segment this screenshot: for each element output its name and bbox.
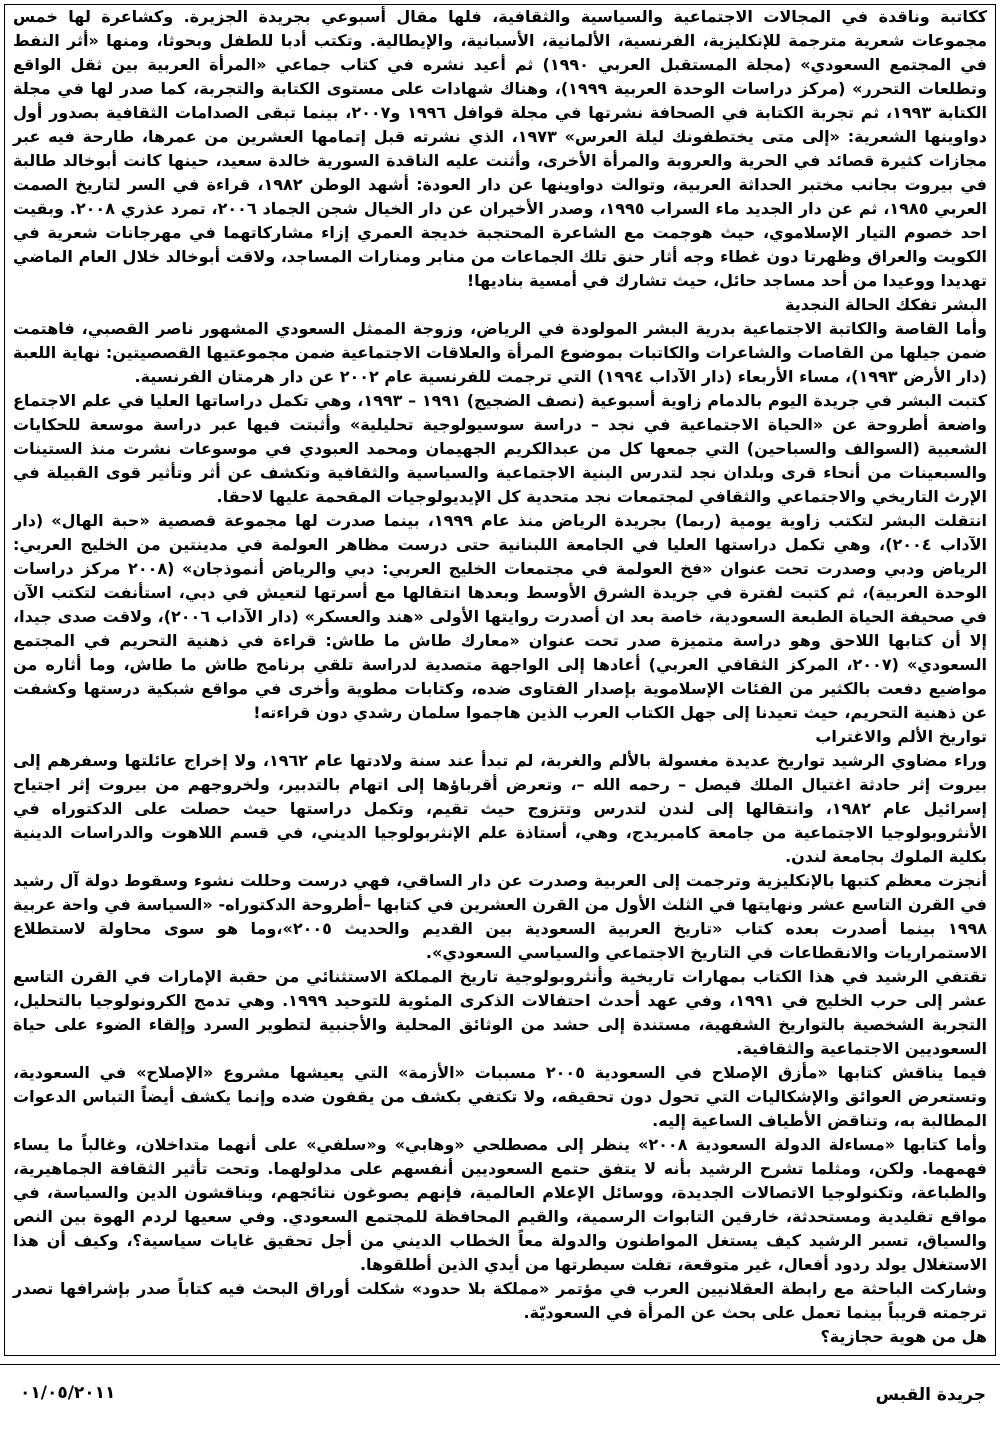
article-frame <box>4 4 996 1356</box>
article-body <box>13 5 987 1349</box>
article-paragraph: فيما يناقش كتابها «مأزق الإصلاح في السعودية ٢٠٠٥ مسببات «الأزمة» التي يعيشها مشروع «الإصلاح» في السعودية، وتستعرض العوائق والإشكاليات التي تحول دون تحقيقه، ولا تكتفي بكشف من يقفون ضده وإنما يكشف أيضاً التباس الدعوات المطالبة به، وتناقض الأطياف الساعية إليه. <box>13 1063 987 1130</box>
article-paragraph: وشاركت الباحثة مع رابطة العقلانيين العرب في مؤتمر «مملكة بلا حدود» شكلت أوراق البحث فيه كتاباً صدر بإشرافها تصدر ترجمته قريباً بينما تعمل على بحث عن المرأة في السعوديّة. <box>13 1279 987 1322</box>
article-paragraph: وأما القاصة والكاتبة الاجتماعية بدرية البشر المولودة في الرياض، وزوجة الممثل السعودي المشهور ناصر القصبي، فاهتمت ضمن جيلها من القاصات والشاعرات والكاتبات بموضوع المرأة والعلاقات الاجتماعية ضمن مجموعتيها القصصيتين: نهاية اللعبة (دار الأرض ١٩٩٣)، مساء الأربعاء (دار الآداب ١٩٩٤) التي ترجمت للفرنسية عام ٢٠٠٢ عن دار هرمتان الفرنسية. <box>13 319 987 386</box>
article-paragraph: تقتفي الرشيد في هذا الكتاب بمهارات تاريخية وأنثروبولوجية تاريخ المملكة الاستثنائي من حقبة الإمارات في القرن التاسع عشر إلى حرب الخليج في ١٩٩١، وفي عهد أحدث احتفالات الذكرى المئوية للتوحيد ١٩٩٩. وهي تدمج الكرونولوجيا بالتحليل، التجربة الشخصية بالتواريخ الشفهية، مستندة إلى حشد من الوثائق المحلية والأجنبية لتطوير السرد وإلقاء الضوء على حياة السعوديين الاجتماعية والثقافية. <box>13 967 988 1058</box>
article-paragraph: كتبت البشر في جريدة اليوم بالدمام زاوية أسبوعية (نصف الضجيج) ١٩٩١ – ١٩٩٣، وهي تكمل دراساتها العليا في علم الاجتماع واضعة أطروحة عن «الحياة الاجتماعية في نجد – دراسة سوسيولوجية تحليلية» وأثبتت فيها عبر دراسة موسعة للحكايات الشعبية (السوالف والسباحين) التي جمعها كل من عبدالكريم الجهيمان ومحمد العبودي في موسوعات نشرت منذ الستينات والسبعينات من أنحاء قرى وبلدان نجد لتدرس البنية الاجتماعية والسياسية والثقافية وتكشف عن أثر وتأثير قوى القبيلة في الإرث التاريخي والاجتماعي والثقافي لمجتمعات نجد متحدية كل الإيديولوجيات المقحمة عليها لاحقا. <box>13 391 987 506</box>
article-paragraph: انتقلت البشر لتكتب زاوية يومية (ربما) بجريدة الرياض منذ عام ١٩٩٩، بينما صدرت لها مجموعة قصصية «حبة الهال» (دار الآداب ٢٠٠٤)، وهي تكمل دراستها العليا في الجامعة اللبنانية حتى درست مظاهر العولمة في مدينتين من الخليج العربي: الرياض ودبي وصدرت تحت عنوان «فخ العولمة في مجتمعات الخليج العربي: دبي والرياض أنموذجان» (٢٠٠٨ مركز دراسات الوحدة العربية)، ثم كتبت لفترة في جريدة الشرق الأوسط وبعدها انتقالها مع أسرتها لتعيش في دبي، استأنفت لتكتب الآن في صحيفة الحياة الطبعة السعودية، خاصة بعد ان أصدرت روايتها الأولى «هند والعسكر» (دار الآداب ٢٠٠٦)، ولاقت صدى جيدا، إلا أن كتابها اللاحق وهو دراسة متميزة صدر تحت عنوان «معارك طاش ما طاش: قراءة في ذهنية التحريم في المجتمع السعودي» (٢٠٠٧، المركز الثقافي العربي) أعادها إلى الواجهة متصدية لدراسة تلقي برنامج طاش ما طاش، وما أثاره من مواضيع دفعت بالكثير من الفئات الإسلاموية بإصدار الفتاوى ضده، وكتابات مطوية وأخرى في مواقع شبكية درستها وكشفت عن ذهنية التحريم، حيث تعيدنا إلى جهل الكتاب العرب الذين هاجموا سلمان رشدي دون قراءته! <box>13 511 988 722</box>
article-paragraph: وأما كتابها «مساءلة الدولة السعودية ٢٠٠٨» ينظر إلى مصطلحي «وهابي» و«سلفي» على أنهما متداخلان، وغالباً ما يساء فهمهما. ولكن، ومثلما تشرح الرشيد بأنه لا يتفق حتمع السعوديين أنفسهم على مدلولهما. وتحت تأثير الثقافة الجماهيرية، والطباعة، وتكنولوجيا الاتصالات الجديدة، ووسائل الإعلام العالمية، فإنهم يصوغون نتائجهم، ويناقشون الدين والسياسة، في مواقع تقليدية ومستحدثة، خارقين التابوات الرسمية، والقيم المحافظة للمجتمع السعودي. وفي سعيها لردم الهوة بين النص والسياق، تسبر الرشيد كيف يستغل المواطنون والدولة معاً الخطاب الديني من أجل تحقيق غايات سياسية؟، وكيف أن هذا الاستغلال يولد ردود أفعال، غير متوقعة، تفلت سيطرتها من أيدي الذين أطلقوها. <box>13 1135 987 1274</box>
publication-date: ٠١/٠٥/٢٠١١ <box>20 1383 116 1403</box>
newspaper-source: جريدة القبس <box>875 1385 986 1405</box>
footer-divider <box>0 1364 1000 1365</box>
article-paragraph: هل من هوية حجازية؟ <box>820 1327 987 1346</box>
section-heading: البشر تفكك الحالة النجدية <box>785 295 987 314</box>
section-heading: تواريخ الألم والاغتراب <box>815 727 987 746</box>
article-paragraph: ككاتبة وناقدة في المجالات الاجتماعية والسياسية والثقافية، فلها مقال أسبوعي بجريدة الجزيرة. وكشاعرة لها خمس مجموعات شعرية مترجمة للإنكليزية، الفرنسية، الألمانية، الأسبانية، والإيطالية. وتكتب أدبا للطفل وبحوثا، ومنها «أثر النفط في المجتمع السعودي» (مجلة المستقبل العربي ١٩٩٠) ثم أعيد نشره في كتاب جماعي «المرأة العربية بين ثقل الواقع وتطلعات التحرر» (مركز دراسات الوحدة العربية ١٩٩٩)، وهناك شهادات على مستوى الكتابة والتجربة، كما صدر لها في مجلة الكتابة ١٩٩٣، ثم تجربة الكتابة في الصحافة نشرتها في مجلة قوافل ١٩٩٦ و٢٠٠٧، بينما تبقى الصدامات الثقافية بصدور أول دواوينها الشعرية: «إلى متى يختطفونك ليلة العرس» ١٩٧٣، الذي نشرته قبل إتمامها العشرين من عمرها، طارحة فيه عبر مجازات كثيرة قصائد في الحرية والعروبة والمرأة الأخرى، وأثنت عليه الناقدة السورية خالدة سعيد، حينها كانت أبوخالد طالبة في بيروت بجانب مختبر الحداثة العربية، وتوالت دواوينها عن دار العودة: أشهد الوطن ١٩٨٢، قراءة في السر لتاريخ الصمت العربي ١٩٨٥، ثم عن دار الجديد ماء السراب ١٩٩٥، وصدر الأخيران عن دار الخيال شجن الجماد ٢٠٠٦، تمرد عذري ٢٠٠٨. وبقيت احد خصوم التيار الإسلاموي، حيث هوجمت مع الشاعرة المحتجبة خديجة العمري إزاء مشاركاتهما في مهرجانات شعرية في الكويت والعراق وظهرتا دون غطاء وجه أثار حنق تلك الجماعات من منابر ومنارات المساجد، ولاقت أبوخالد خلال العام الماضي تهديدا ووعيدا من أحد مساجد حائل، حيث تشارك في أمسية بناديها! <box>13 7 988 290</box>
article-paragraph: أنجزت معظم كتبها بالإنكليزية وترجمت إلى العربية وصدرت عن دار الساقي، فهي درست وحللت نشوء وسقوط دولة آل رشيد في القرن التاسع عشر ونهايتها في الثلث الأول من القرن العشرين في كتابها –أطروحة الدكتوراه- «السياسة في واحة عربية ١٩٩٨ بينما أصدرت بعده كتاب «تاريخ العربية السعودية بين القديم والحديث ٢٠٠٥»،وما هو سوى محاولة لاستطلاع الاستمراريات والانقطاعات في التاريخ الاجتماعي والسياسي السعودي». <box>13 871 987 962</box>
article-paragraph: وراء مضاوي الرشيد تواريخ عديدة مغسولة بالألم والغربة، لم تبدأ عند سنة ولادتها عام ١٩٦٢، ولا إخراج عائلتها وسفرهم إلى بيروت إثر حادثة اغتيال الملك فيصل – رحمه الله –، وتعرض أقرباؤها إلى اتهام بالتدبير، ولخروجهم من بيروت إثر اجتياح إسرائيل عام ١٩٨٢، وانتقالها إلى لندن لتدرس وتتزوج حيث تقيم، وتكمل دراستها حيث حصلت على الدكتوراه في الأنثروبولوجيا الاجتماعية من جامعة كامبريدج، وهي، أستاذة علم الإنثربولوجيا الديني، في قسم اللاهوت والدراسات الدينية بكلية الملوك بجامعة لندن. <box>13 751 988 866</box>
